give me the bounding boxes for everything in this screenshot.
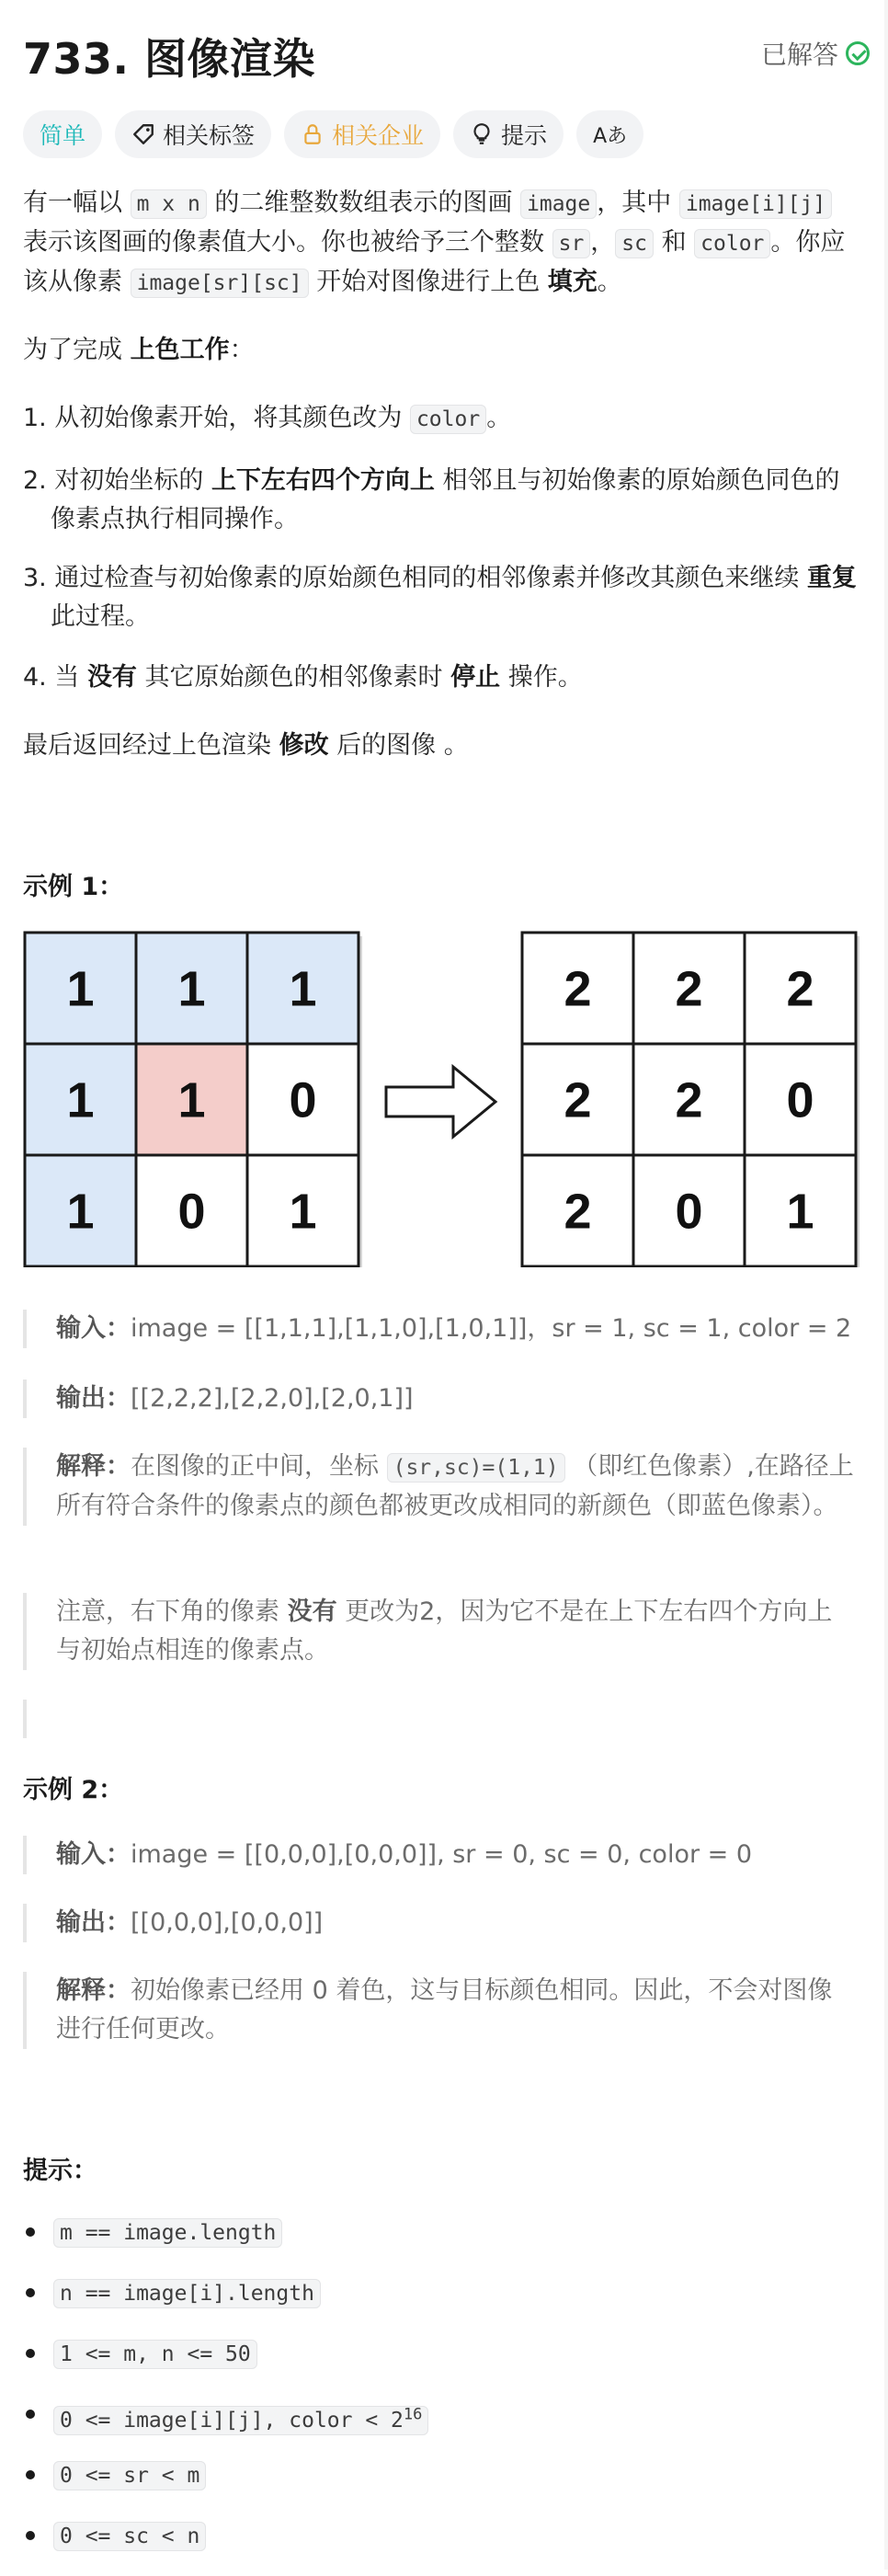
example-2-explanation: 解释：初始像素已经用 0 着色，这与目标颜色相同。因此，不会对图像进行任何更改。 (23, 1972, 856, 2049)
example-2-input: 输入：image = [[0,0,0],[0,0,0]], sr = 0, sc = 0, color = 0 (23, 1836, 856, 1874)
hint-label: 提示 (501, 122, 548, 149)
intro-paragraph: 为了完成 上色工作： (23, 336, 255, 364)
difficulty-badge[interactable] (23, 110, 102, 158)
description-paragraph: 有一幅以 m x n 的二维整数数组表示的图画 image ，其中 image[i][j] 表示该图画的像素值大小。你也被给予三个整数 sr ， sc 和 color 。你应该从像素 image[sr][sc] 开始对图像进行上色 填充。 (23, 189, 846, 296)
grid-before-cell-value: 1 (289, 961, 317, 1017)
example-1-output: 输出：[[2,2,2],[2,2,0],[2,0,1]] (23, 1380, 856, 1418)
constraint-item: 1 <= m, n <= 50 (23, 2333, 428, 2394)
grid-after-cell-value: 2 (786, 961, 814, 1017)
example-1-note: 注意，右下角的像素 没有 更改为2，因为它不是在上下左右四个方向上与初始点相连的像素点。 (23, 1593, 856, 1670)
grid-after-cell-value: 0 (786, 1072, 814, 1128)
translate-button[interactable] (576, 110, 643, 158)
step-4: 4. 当 没有 其它原始颜色的相邻像素时 停止 操作。 (23, 663, 583, 692)
grid-after-cell-value: 2 (675, 961, 703, 1017)
grid-after-cell-value: 2 (675, 1072, 703, 1128)
lightbulb-icon (470, 122, 494, 146)
difficulty-label: 简单 (40, 122, 86, 149)
constraint-item: 0 <= image[i][j], color < $2^{16}$ (23, 2394, 428, 2455)
grid-before-cell-value: 1 (66, 1184, 95, 1240)
check-circle-icon (846, 41, 870, 65)
example-1-heading: 示例 1： (23, 873, 124, 901)
hint-button[interactable] (453, 110, 564, 158)
example-1-image (23, 927, 864, 1267)
grid-before-cell-value: 1 (66, 1072, 95, 1128)
problem-title: 733. 图像渲染 (23, 34, 316, 84)
lock-icon (301, 122, 324, 146)
grid-after-cell-value: 2 (564, 1184, 592, 1240)
grid-before-cell-value: 1 (177, 1072, 206, 1128)
constraint-item: n == image[i].length (23, 2273, 428, 2333)
tag-bar (23, 110, 643, 158)
grid-after-cell-value: 0 (675, 1184, 703, 1240)
grid-after-cell-value: 2 (564, 961, 592, 1017)
grid-before-cell-value: 1 (289, 1184, 317, 1240)
step-1: 1. 从初始像素开始，将其颜色改为 color 。 (23, 404, 512, 432)
grid-before-cell-value: 1 (66, 961, 95, 1017)
scrollbar[interactable] (884, 0, 888, 2570)
grid-before-cell-value: 0 (177, 1184, 206, 1240)
related-tags-button[interactable] (115, 110, 271, 158)
example-1-input: 输入：image = [[1,1,1],[1,1,0],[1,0,1]]，sr = 1, sc = 1, color = 2 (23, 1310, 856, 1348)
example-2-heading: 示例 2： (23, 1776, 124, 1804)
constraints-list (23, 2212, 428, 2576)
arrow-right-icon (386, 1067, 495, 1137)
example-1-explanation: 解释：在图像的正中间，坐标 (sr,sc)=(1,1) （即红色像素）,在路径上所有符合条件的像素点的颜色都被更改成相同的新颜色（即蓝色像素）。 (23, 1448, 856, 1526)
title-row (23, 26, 864, 85)
step-3: 3. 通过检查与初始像素的原始颜色相同的相邻像素并修改其颜色来继续 重复 此过程。 (23, 564, 857, 631)
solved-label: 已解答 (760, 40, 838, 70)
grid-before-cell-value: 0 (289, 1072, 317, 1128)
example-2-output: 输出：[[0,0,0],[0,0,0]] (23, 1904, 856, 1942)
constraints-heading: 提示： (23, 2157, 97, 2185)
grid-before-cell-value: 1 (177, 961, 206, 1017)
example-1-empty-quote (23, 1700, 856, 1738)
grid-after (522, 933, 860, 1267)
grid-after-cell-value: 2 (564, 1072, 592, 1128)
return-paragraph: 最后返回经过上色渲染 修改 后的图像 。 (23, 731, 469, 760)
related-companies-button[interactable] (284, 110, 440, 158)
grid-after-cell-value: 1 (786, 1184, 814, 1240)
constraint-item: m == image.length (23, 2212, 428, 2273)
constraint-item: 0 <= sc < n (23, 2515, 428, 2576)
tag-icon (131, 122, 155, 146)
related-tags-label: 相关标签 (163, 122, 256, 149)
solved-status (761, 35, 870, 72)
step-2: 2. 对初始坐标的 上下左右四个方向上 相邻且与初始像素的原始颜色同色的像素点执行相同操作。 (23, 466, 840, 533)
grid-before (25, 933, 362, 1267)
related-companies-label: 相关企业 (332, 122, 425, 149)
constraint-item: 0 <= sr < m (23, 2455, 428, 2515)
translate-icon: Aあ (593, 124, 628, 148)
